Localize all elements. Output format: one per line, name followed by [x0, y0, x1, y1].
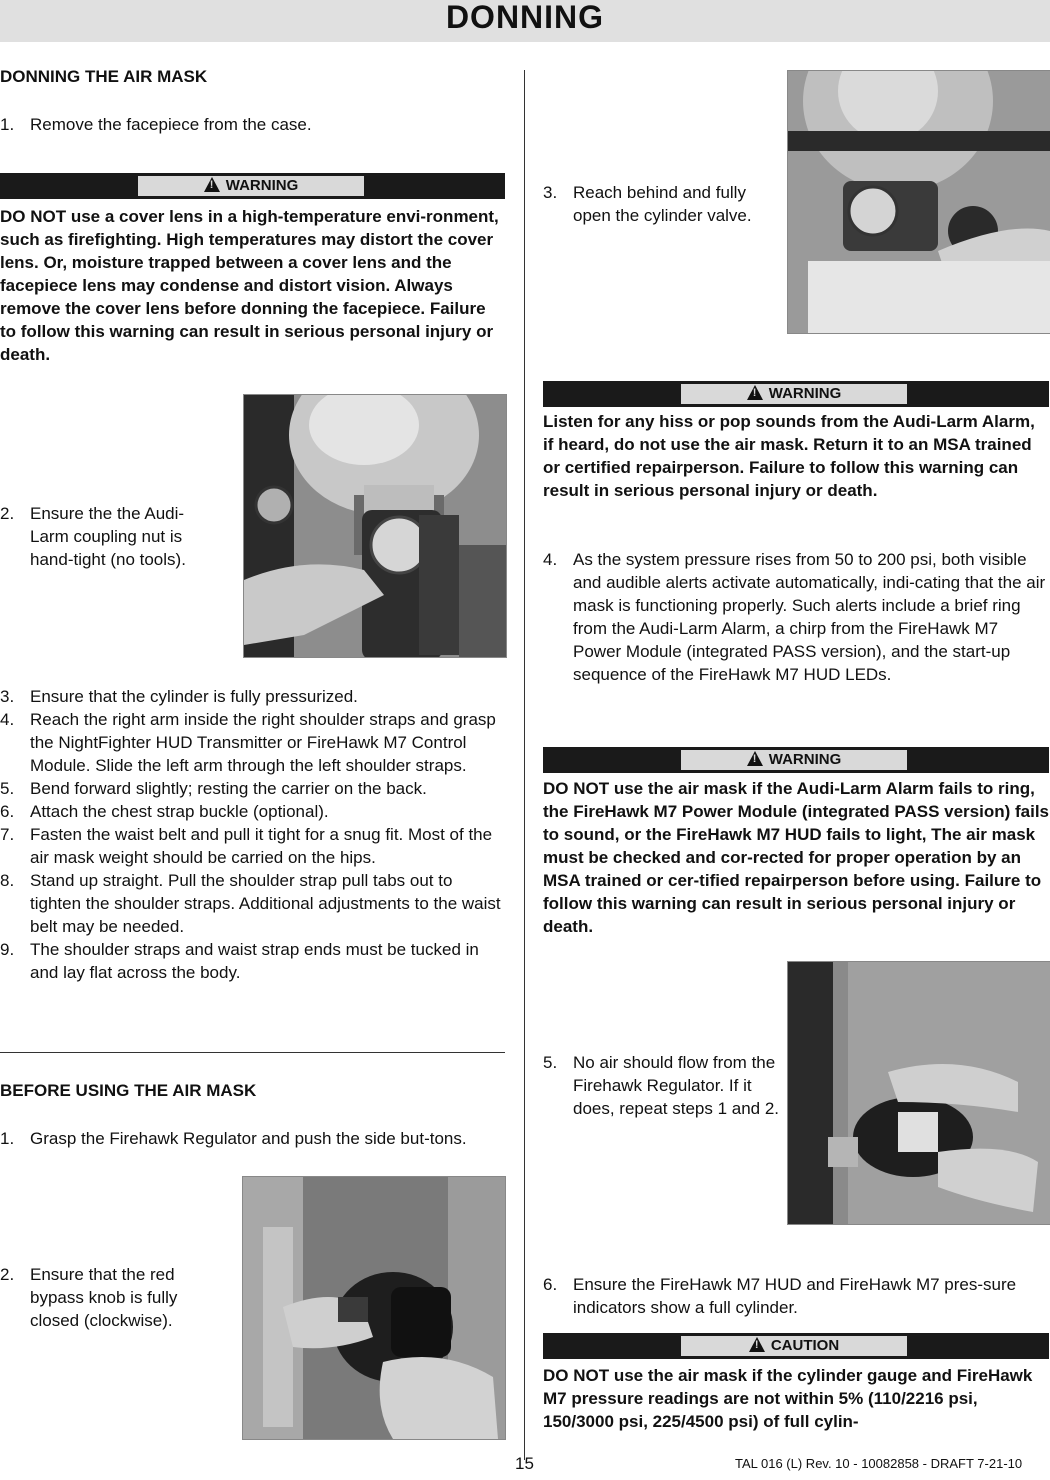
warning-text: DO NOT use a cover lens in a high-temperature envi-ronment, such as firefighting. High temperatures may distort the cover lens. Or, moisture trapped between a cover lens and the facepiece lens may condense and distort vision. Always remove the cover lens before donning the facepiece. Failure to follow this warning can result in serious personal injury or death.	[0, 207, 499, 364]
page-title: DONNING	[0, 0, 1050, 42]
step-text: As the system pressure rises from 50 to 200 psi, both visible and audible alerts activate automatically, indi-cating that the air mask is functioning properly. Such alerts include a brief ring from the Audi-Larm Alarm, a chirp from the FireHawk M7 Power Module (integrated PASS version), and the start-up sequence of the FireHawk M7 HUD LEDs.	[573, 550, 1046, 684]
step-number: 4.	[543, 550, 558, 569]
step-audi-larm	[0, 502, 220, 571]
warning-label-box	[681, 750, 907, 770]
step-text: Remove the facepiece from the case.	[30, 115, 312, 134]
step-number: 3.	[543, 183, 558, 202]
list-item	[0, 777, 505, 800]
step-text: Reach behind and fully open the cylinder valve.	[573, 183, 752, 225]
step-text: Ensure the FireHawk M7 HUD and FireHawk M7 pres-sure indicators show a full cylinder.	[573, 1275, 1017, 1317]
warning-label: WARNING	[225, 177, 299, 194]
document-revision: TAL 016 (L) Rev. 10 - 10082858 - DRAFT 7-21-10	[735, 1456, 1023, 1471]
caution-text: DO NOT use the air mask if the cylinder gauge and FireHawk M7 pressure readings are not within 5% (110/2216 psi, 150/3000 psi, 225/4500 psi) of full cylin-	[543, 1366, 1033, 1431]
section-divider	[0, 1052, 505, 1053]
step-text: The shoulder straps and waist strap ends must be tucked in and lay flat across the body.	[30, 940, 479, 982]
regulator-photo-illustration	[788, 962, 1050, 1224]
column-divider	[524, 70, 525, 1460]
step-number: 5.	[543, 1053, 558, 1072]
warning-triangle-icon	[747, 385, 763, 400]
step-number: 9.	[0, 940, 15, 959]
step-text: Bend forward slightly; resting the carrier on the back.	[30, 779, 427, 798]
list-item	[0, 869, 505, 938]
step-number: 1.	[0, 115, 15, 134]
step-system-pressure	[543, 548, 1049, 686]
warning-triangle-icon	[204, 177, 220, 192]
warning-text: DO NOT use the air mask if the Audi-Larm Alarm fails to ring, the FireHawk M7 Power Module (integrated PASS version) fails to sound, or the FireHawk M7 HUD fails to light, The air mask must be checked and cor-rected for proper operation by an MSA trained or cer-tified repairperson before using. Failure to follow this warning can result in serious personal injury or death.	[543, 779, 1050, 936]
step-text: Ensure the the Audi-Larm coupling nut is hand-tight (no tools).	[30, 504, 186, 569]
caution-label-box	[681, 1336, 907, 1356]
photo-cylinder-valve	[787, 70, 1050, 334]
step-grasp-regulator	[0, 1127, 505, 1150]
bypass-knob-photo-illustration	[243, 1177, 505, 1439]
step-text: Fasten the waist belt and pull it tight for a snug fit. Most of the air mask weight should be carried on the hips.	[30, 825, 493, 867]
step-text: Ensure that the cylinder is fully pressurized.	[30, 687, 358, 706]
step-number: 5.	[0, 779, 15, 798]
caution-triangle-icon	[749, 1337, 765, 1352]
warning-label: WARNING	[768, 751, 842, 768]
step-no-air-flow	[543, 1051, 783, 1120]
step-number: 4.	[0, 710, 15, 729]
step-text: Reach the right arm inside the right shoulder straps and grasp the NightFighter HUD Transmitter or FireHawk M7 Control Module. Slide the left arm through the left shoulder straps.	[30, 710, 496, 775]
section-heading-donning: DONNING THE AIR MASK	[0, 67, 208, 86]
step-text: Grasp the Firehawk Regulator and push the side but-tons.	[30, 1129, 467, 1148]
step-cylinder-valve	[543, 181, 783, 227]
warning-banner	[0, 173, 505, 199]
step-number: 3.	[0, 687, 15, 706]
step-remove-facepiece	[0, 113, 505, 136]
list-item	[0, 800, 505, 823]
warning-label: WARNING	[768, 385, 842, 402]
page-number: 15	[515, 1454, 534, 1473]
warning-text: Listen for any hiss or pop sounds from the Audi-Larm Alarm, if heard, do not use the air mask. Return it to an MSA trained or certified repairperson. Failure to follow this warning can result in serious personal injury or death.	[543, 412, 1035, 500]
step-number: 2.	[0, 504, 15, 523]
step-number: 6.	[0, 802, 15, 821]
caution-banner	[543, 1333, 1049, 1359]
photo-audi-larm-coupling	[243, 394, 507, 658]
step-number: 1.	[0, 1129, 15, 1148]
warning-triangle-icon	[747, 751, 763, 766]
section-heading-before-using: BEFORE USING THE AIR MASK	[0, 1081, 257, 1100]
list-item	[0, 685, 505, 708]
warning-banner	[543, 747, 1049, 773]
cylinder-valve-photo-illustration	[788, 71, 1050, 333]
steps-list	[0, 685, 505, 984]
step-number: 2.	[0, 1265, 15, 1284]
photo-bypass-knob	[242, 1176, 506, 1440]
step-number: 8.	[0, 871, 15, 890]
step-full-cylinder	[543, 1273, 1049, 1319]
step-text: No air should flow from the Firehawk Regulator. If it does, repeat steps 1 and 2.	[573, 1053, 780, 1118]
step-text: Attach the chest strap buckle (optional).	[30, 802, 329, 821]
step-text: Ensure that the red bypass knob is fully closed (clockwise).	[30, 1265, 178, 1330]
step-bypass-knob	[0, 1263, 215, 1332]
caution-label: CAUTION	[770, 1337, 840, 1354]
step-number: 6.	[543, 1275, 558, 1294]
audi-larm-photo-illustration	[244, 395, 506, 657]
list-item	[0, 938, 505, 984]
warning-banner	[543, 381, 1049, 407]
photo-firehawk-regulator	[787, 961, 1050, 1225]
step-number: 7.	[0, 825, 15, 844]
step-text: Stand up straight. Pull the shoulder strap pull tabs out to tighten the shoulder straps. Additional adjustments to the waist belt may be needed.	[30, 871, 501, 936]
list-item	[0, 708, 505, 777]
warning-label-box	[138, 176, 364, 196]
list-item	[0, 823, 505, 869]
warning-label-box	[681, 384, 907, 404]
